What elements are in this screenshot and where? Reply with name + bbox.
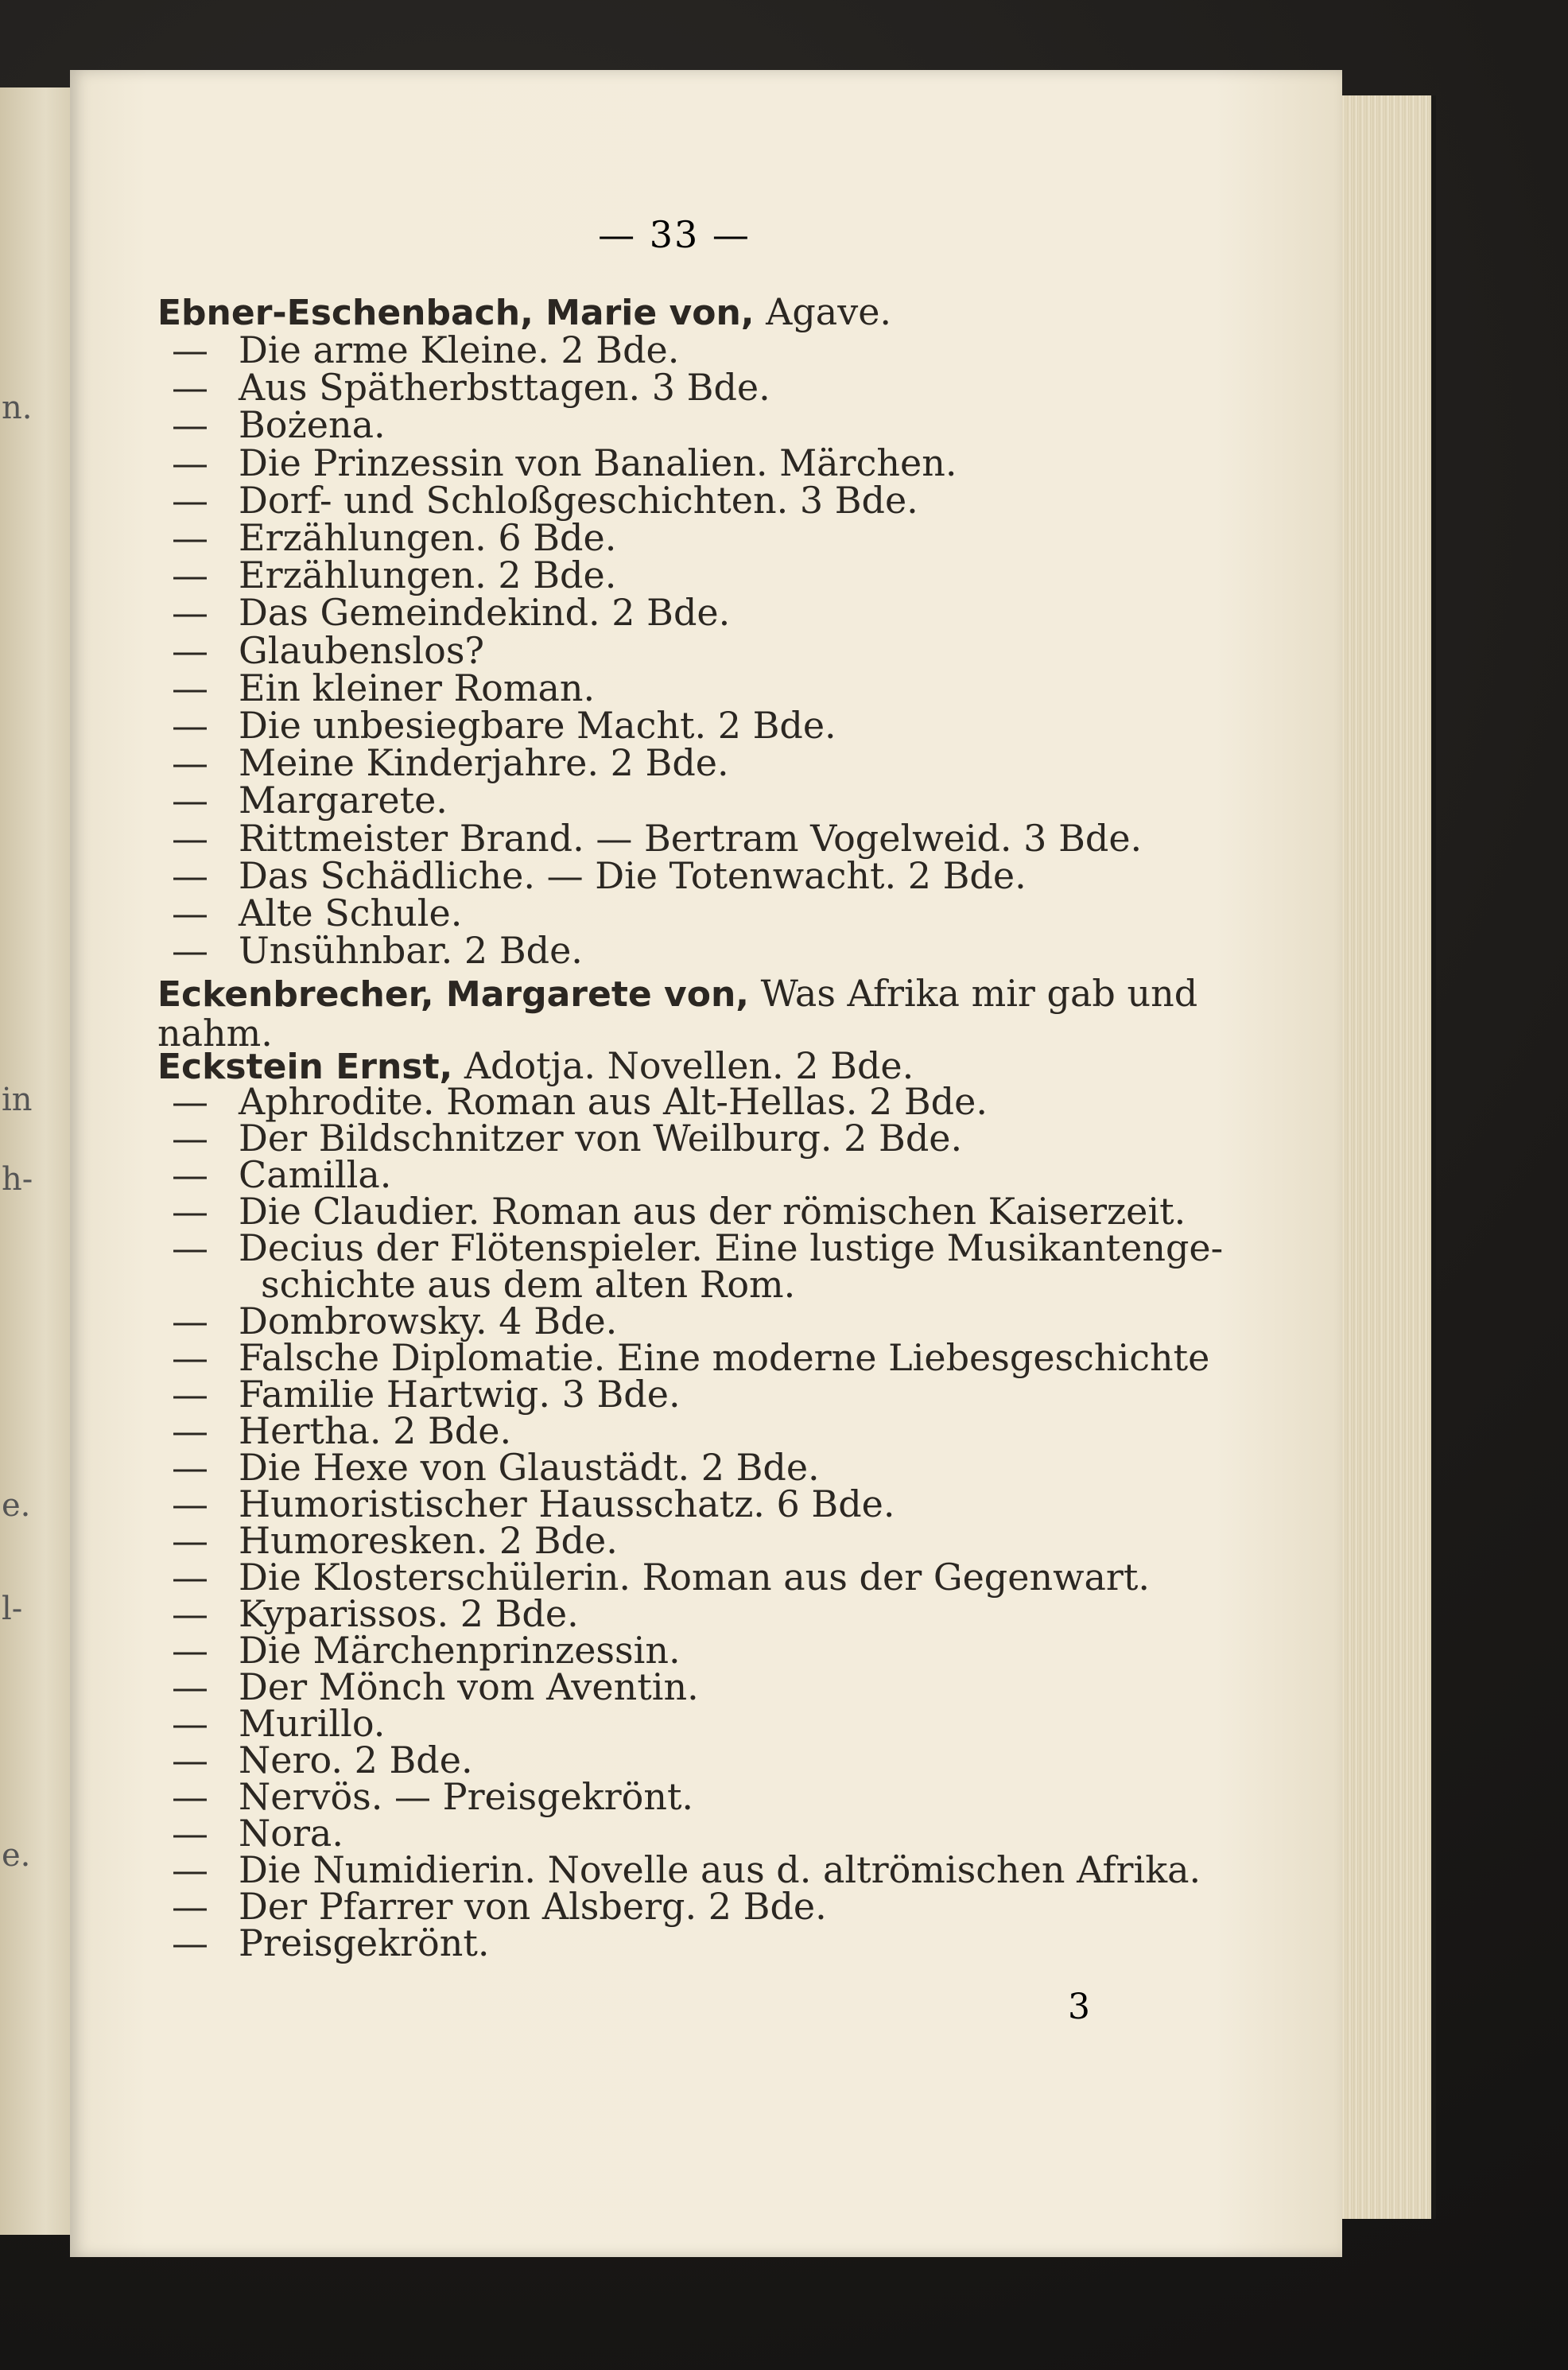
- item-title: Meine Kinderjahre. 2 Bde.: [239, 741, 729, 785]
- item-continuation: schichte aus dem alten Rom.: [261, 1263, 796, 1306]
- item-title: Die unbesiegbare Macht. 2 Bde.: [239, 704, 836, 747]
- dash-mark: —: [172, 1739, 208, 1781]
- dash-mark: —: [172, 1153, 208, 1196]
- dash-mark: —: [172, 478, 208, 522]
- list-item: [157, 403, 1263, 447]
- list-item: [157, 1887, 1263, 1926]
- list-item: [157, 516, 1263, 559]
- dash-mark: —: [172, 816, 208, 860]
- list-item: [157, 366, 1263, 410]
- left-fragment: h-: [2, 1161, 33, 1198]
- dash-mark: —: [172, 1665, 208, 1708]
- left-fragment: e.: [2, 1837, 31, 1874]
- list-item: [157, 706, 1263, 745]
- list-item: [157, 741, 1263, 785]
- item-title: Unsühnbar. 2 Bde.: [239, 929, 583, 973]
- dash-mark: —: [172, 704, 208, 747]
- item-title: Die Claudier. Roman aus der römischen Kaiserzeit.: [239, 1190, 1186, 1233]
- list-item: [157, 1631, 1263, 1670]
- dash-mark: —: [172, 516, 208, 559]
- dash-mark: —: [172, 1409, 208, 1452]
- left-fragment: l-: [2, 1591, 23, 1627]
- list-item: [157, 556, 1263, 595]
- dash-mark: —: [172, 1117, 208, 1160]
- dash-mark: —: [172, 1775, 208, 1818]
- dash-mark: —: [172, 1812, 208, 1855]
- item-title: Glaubenslos?: [239, 628, 485, 672]
- item-title: Aphrodite. Roman aus Alt-Hellas. 2 Bde.: [239, 1080, 988, 1123]
- item-title: Das Schädliche. — Die Totenwacht. 2 Bde.: [239, 853, 1027, 897]
- list-item: [157, 328, 1263, 371]
- item-title: Decius der Flötenspieler. Eine lustige Musikantenge-: [239, 1226, 1224, 1269]
- dash-mark: —: [172, 779, 208, 822]
- item-title: Murillo.: [239, 1702, 386, 1745]
- item-title: Aus Spätherbsttagen. 3 Bde.: [239, 366, 770, 410]
- dash-mark: —: [172, 554, 208, 597]
- first-title: Adotja. Novellen. 2 Bde.: [452, 1044, 914, 1087]
- item-title: Falsche Diplomatie. Eine moderne Liebesgeschichte: [239, 1336, 1210, 1379]
- list-item: [157, 929, 1263, 973]
- item-title: Dombrowsky. 4 Bde.: [239, 1300, 618, 1342]
- dash-mark: —: [172, 741, 208, 785]
- list-item: [157, 1409, 1263, 1452]
- list-item: [157, 591, 1263, 635]
- list-item: [157, 1153, 1263, 1196]
- item-title: Nero. 2 Bde.: [239, 1739, 473, 1781]
- list-item: [157, 1521, 1263, 1560]
- dash-mark: —: [172, 892, 208, 934]
- list-item: [157, 1741, 1263, 1780]
- item-title: Humoresken. 2 Bde.: [239, 1519, 618, 1562]
- dash-mark: —: [172, 1482, 208, 1525]
- item-title: Camilla.: [239, 1153, 392, 1196]
- list-item: [157, 1482, 1263, 1525]
- list-item: [157, 853, 1263, 897]
- entry-heading: [157, 974, 1263, 1053]
- item-title: Erzählungen. 2 Bde.: [239, 554, 617, 597]
- dash-mark: —: [172, 1556, 208, 1599]
- item-title: Hertha. 2 Bde.: [239, 1409, 512, 1452]
- dash-mark: —: [172, 666, 208, 709]
- list-item: [157, 1375, 1263, 1414]
- dash-mark: —: [172, 328, 208, 371]
- list-item: [157, 1592, 1263, 1635]
- list-item: [157, 894, 1263, 933]
- dash-mark: —: [172, 1336, 208, 1379]
- list-item: [157, 1226, 1263, 1269]
- dash-mark: —: [172, 1519, 208, 1562]
- dash-mark: —: [172, 403, 208, 447]
- dash-mark: —: [172, 1373, 208, 1416]
- item-title: Familie Hartwig. 3 Bde.: [239, 1373, 681, 1416]
- dash-mark: —: [172, 591, 208, 635]
- author-name: Eckenbrecher, Margarete von,: [157, 974, 749, 1015]
- first-title: Agave.: [754, 290, 892, 333]
- item-title: Die Prinzessin von Banalien. Märchen.: [239, 441, 957, 484]
- item-title: Alte Schule.: [239, 892, 463, 934]
- dash-mark: —: [172, 1300, 208, 1342]
- dash-mark: —: [172, 628, 208, 672]
- item-title: Kyparissos. 2 Bde.: [239, 1592, 579, 1635]
- list-item: [157, 1704, 1263, 1743]
- item-title: Die Klosterschülerin. Roman aus der Gegenwart.: [239, 1556, 1150, 1599]
- list-item: [157, 1082, 1263, 1121]
- list-item: [157, 1119, 1263, 1158]
- item-title: Dorf- und Schloßgeschichten. 3 Bde.: [239, 478, 918, 522]
- item-title: Die Numidierin. Novelle aus d. altrömischen Afrika.: [239, 1848, 1201, 1891]
- list-item: [157, 1921, 1263, 1964]
- dash-mark: —: [172, 366, 208, 410]
- item-title: Das Gemeindekind. 2 Bde.: [239, 591, 731, 635]
- dash-mark: —: [172, 1629, 208, 1672]
- dash-mark: —: [172, 1921, 208, 1964]
- left-fragment: e.: [2, 1487, 31, 1524]
- item-title: Preisgekrönt.: [239, 1921, 490, 1964]
- dash-mark: —: [172, 1446, 208, 1489]
- left-fragment: n.: [2, 390, 33, 426]
- author-name: Ebner-Eschenbach, Marie von,: [157, 293, 755, 333]
- list-item: [157, 478, 1263, 522]
- item-title: Nervös. — Preisgekrönt.: [239, 1775, 694, 1818]
- dash-mark: —: [172, 1848, 208, 1891]
- item-title: Der Mönch vom Aventin.: [239, 1665, 699, 1708]
- list-item: [157, 1448, 1263, 1487]
- dash-mark: —: [172, 1190, 208, 1233]
- list-item: [157, 1338, 1263, 1377]
- left-fragment: in: [2, 1082, 33, 1118]
- author-name: Eckstein Ernst,: [157, 1047, 453, 1087]
- signature-mark: 3: [1068, 1987, 1090, 2027]
- dash-mark: —: [172, 1885, 208, 1928]
- item-title: Bożena.: [239, 403, 386, 447]
- page-number: — 33 —: [598, 213, 751, 256]
- dash-mark: —: [172, 1592, 208, 1635]
- item-title: Humoristischer Hausschatz. 6 Bde.: [239, 1482, 895, 1525]
- list-item: [157, 1302, 1263, 1341]
- item-title: Rittmeister Brand. — Bertram Vogelweid. 3 Bde.: [239, 816, 1143, 860]
- list-item: [157, 1814, 1263, 1853]
- dash-mark: —: [172, 1080, 208, 1123]
- left-page-edge: [0, 87, 76, 2235]
- dash-mark: —: [172, 853, 208, 897]
- list-item: [157, 441, 1263, 484]
- item-title: Ein kleiner Roman.: [239, 666, 596, 709]
- list-item: [157, 1192, 1263, 1231]
- item-title: Nora.: [239, 1812, 343, 1855]
- list-item: [157, 1665, 1263, 1708]
- item-title: Der Pfarrer von Alsberg. 2 Bde.: [239, 1885, 827, 1928]
- dash-mark: —: [172, 441, 208, 484]
- list-item: [157, 1775, 1263, 1818]
- list-item: [157, 1558, 1263, 1597]
- book-page: [70, 70, 1342, 2257]
- list-item: [157, 781, 1263, 820]
- first-title: Was Afrika mir gab und nahm.: [157, 972, 1198, 1055]
- item-title: Die Hexe von Glaustädt. 2 Bde.: [239, 1446, 820, 1489]
- list-item: [157, 666, 1263, 709]
- list-item: [157, 628, 1263, 672]
- item-title: Margarete.: [239, 779, 448, 822]
- item-title: Die arme Kleine. 2 Bde.: [239, 328, 680, 371]
- list-item: [157, 816, 1263, 860]
- item-title: Die Märchenprinzessin.: [239, 1629, 681, 1672]
- dash-mark: —: [172, 1702, 208, 1745]
- dash-mark: —: [172, 1226, 208, 1269]
- item-title: Erzählungen. 6 Bde.: [239, 516, 617, 559]
- entry-heading: [157, 290, 1263, 333]
- item-title: Der Bildschnitzer von Weilburg. 2 Bde.: [239, 1117, 963, 1160]
- dash-mark: —: [172, 929, 208, 973]
- list-item: [157, 1848, 1263, 1891]
